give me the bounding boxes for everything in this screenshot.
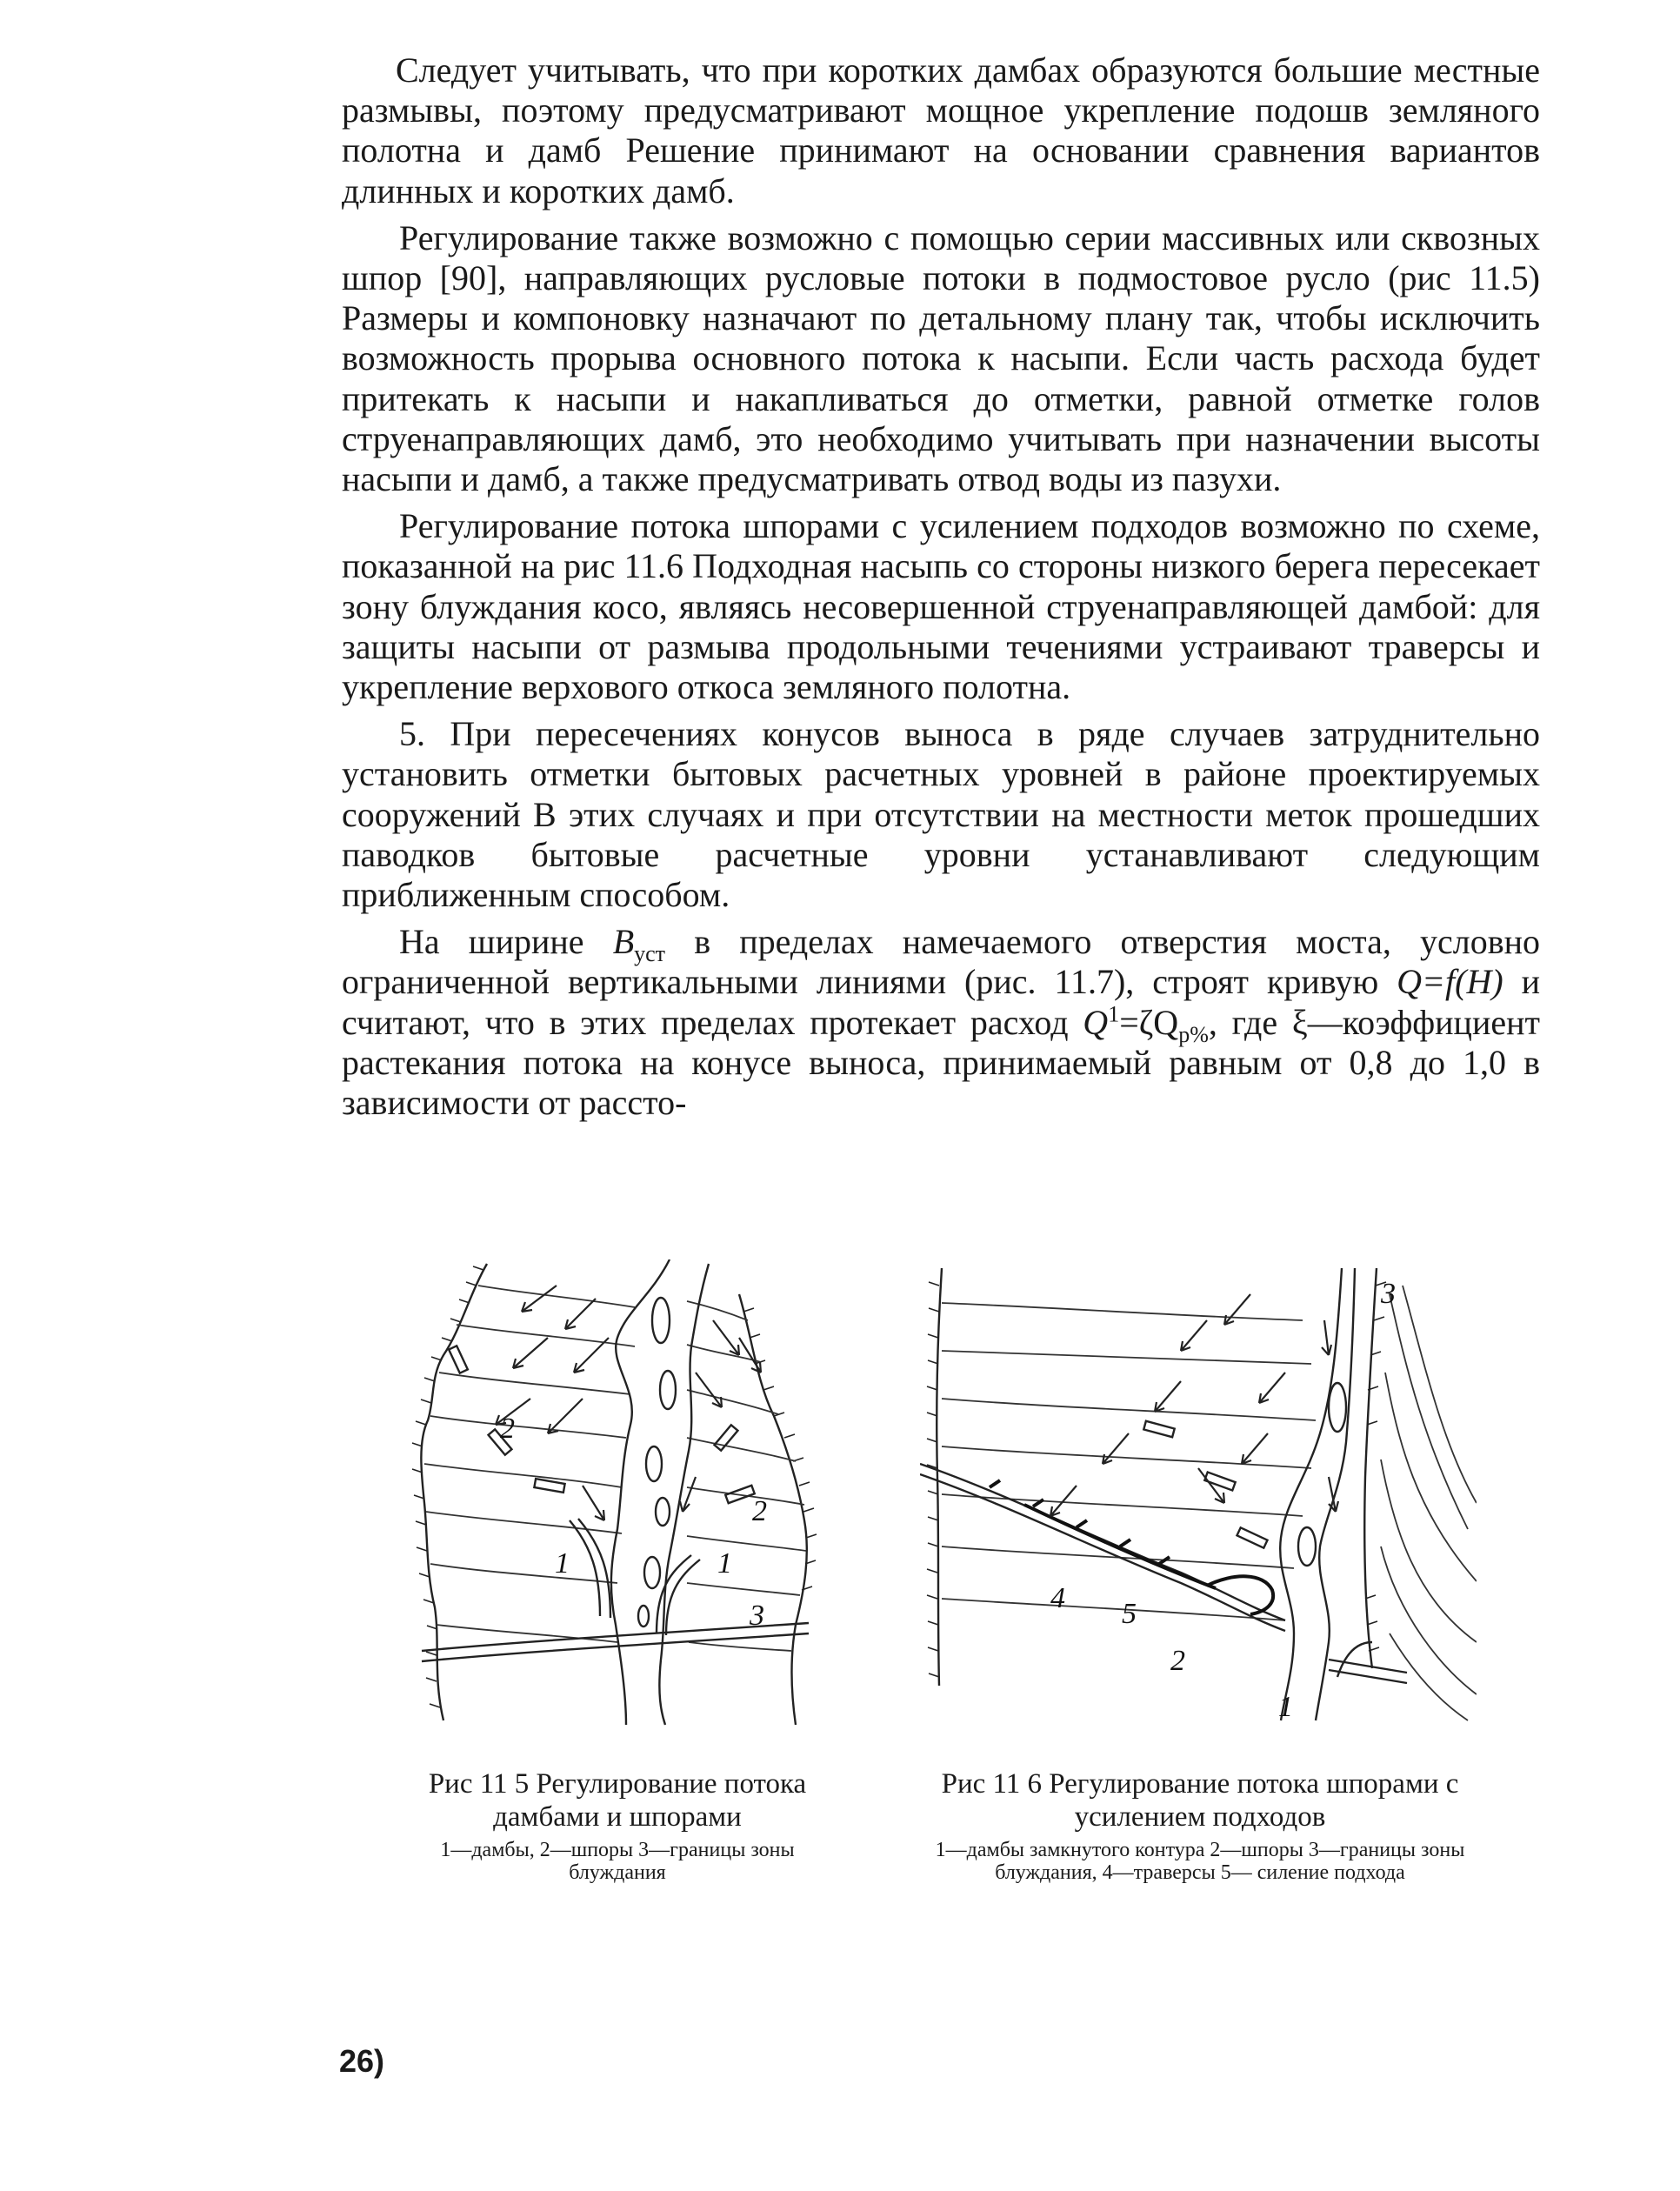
figure-11-5-drawing [409,1259,817,1729]
fig2-bridge-b [1329,1670,1407,1683]
figure-11-5 [409,1259,817,1729]
fig2-right-boundary [1364,1268,1377,1668]
p5-sub-rp: р% [1178,1021,1209,1047]
fig1-dam-right-a [657,1555,691,1633]
fig2-closed-dam [1207,1576,1273,1614]
p5-text-e: =ζQ [1119,1002,1179,1042]
p5-text-c: в пределах намечаемого отверстия моста, условно ограниченной вертикальными линиями (рис. 11.7), строят кривую [342,922,1540,1002]
p5-sub-ust: уст [634,941,666,967]
figure-11-5-legend: 1—дамбы, 2—шпоры 3—границы зоны блуждания [440,1839,795,1884]
figure-11-6 [920,1268,1477,1738]
p5-var-b: B [612,922,635,962]
figure-11-6-legend: 1—дамбы замкнутого контура 2—шпоры 3—границы зоны блуждания, 4—траверсы 5— силение подхода [935,1839,1465,1884]
fig1-dam-left-a [570,1520,600,1616]
p5-var-q: Q [1083,1002,1109,1042]
fig2-flow-arrows [1050,1294,1338,1516]
paragraph-3: Регулирование потока шпорами с усилением подходов возможно по схеме, показанной на рис 11.6 Подходная насыпь со стороны низкого берега пересекает зону блуждания косо, являясь несовершенной струенаправляющей дамбой: для защиты насыпи от размыва продольными течениями устраивают траверсы и укрепление верхового откоса земляного полотна. [342,506,1540,707]
fig2-contour-lines [942,1303,1316,1620]
fig1-label-3: 3 [750,1600,764,1632]
body-text [342,50,1540,1123]
figure-11-5-title: Рис 11 5 Регулирование потока дамбами и шпорами [428,1768,807,1833]
fig1-contour-lines [424,1286,806,1651]
fig2-label-2: 2 [1170,1645,1185,1677]
fig2-embankment-b [920,1474,1285,1631]
p5-text-d: и считают, что в этих пределах протекает расход [342,962,1541,1042]
figure-11-5-caption [409,1767,826,1884]
figure-11-6-caption [913,1767,1487,1884]
fig2-label-3: 3 [1381,1278,1396,1310]
fig1-label-1-right: 1 [717,1547,732,1580]
fig2-label-5: 5 [1122,1598,1137,1630]
paragraph-2: Регулирование также возможно с помощью серии массивных или сквозных шпор [90], направляющих русловые потоки в подмостовое русло (рис 11.5) Размеры и компоновку назначают по детальному плану так, чтобы исключить возможность прорыва основного потока к насыпи. Если часть расхода будет притекать к насыпи и накапливаться до отметки, равной отметке голов струенаправляющих дамб, это необходимо учитывать при назначении высоты насыпи и дамб, а также предусматривать отвод воды из пазухи. [342,217,1540,499]
fig1-label-1-left: 1 [555,1547,570,1580]
p5-text-f: , где ξ—коэффициент растекания потока на конусе выноса, принимаемый равным от 0,8 до 1,0 в зависимости от рассто- [342,1002,1541,1123]
p5-formula-qfh: Q=f(H) [1397,962,1503,1002]
fig1-label-2-left: 2 [500,1413,515,1445]
paragraph-5 [342,922,1540,1123]
p5-text-a: На ширине [399,922,613,962]
p5-sup-1: 1 [1108,1001,1120,1027]
fig2-spurs [1143,1421,1267,1548]
page-number: 26) [339,2043,385,2079]
fig1-left-boundary [421,1264,487,1720]
paragraph-1: Следует учитывать, что при коротких дамбах образуются большие местные размывы, поэтому предусматривают мощное укрепление подошв земляного полотна и дамб Решение принимают на основании сравнения вариантов длинных и коротких дамб. [342,50,1540,210]
fig1-label-2-right: 2 [752,1495,767,1527]
fig2-label-1: 1 [1278,1691,1293,1723]
fig1-dam-right-b [666,1560,700,1635]
figure-11-6-drawing [920,1268,1477,1738]
fig2-bank-lines [1381,1286,1477,1720]
fig2-label-4: 4 [1050,1582,1065,1614]
fig1-channel-right [659,1264,709,1725]
fig2-left-boundary [937,1268,942,1686]
figure-11-6-title: Рис 11 6 Регулирование потока шпорами с усилением подходов [941,1768,1459,1833]
paragraph-4: 5. При пересечениях конусов выноса в ряде случаев затруднительно установить отметки бытовых расчетных уровней в районе проектируемых сооружений В этих случаях и при отсутствии на местности меток прошедших паводков бытовые расчетные уровни устанавливают следующим приближенным способом. [342,714,1540,915]
